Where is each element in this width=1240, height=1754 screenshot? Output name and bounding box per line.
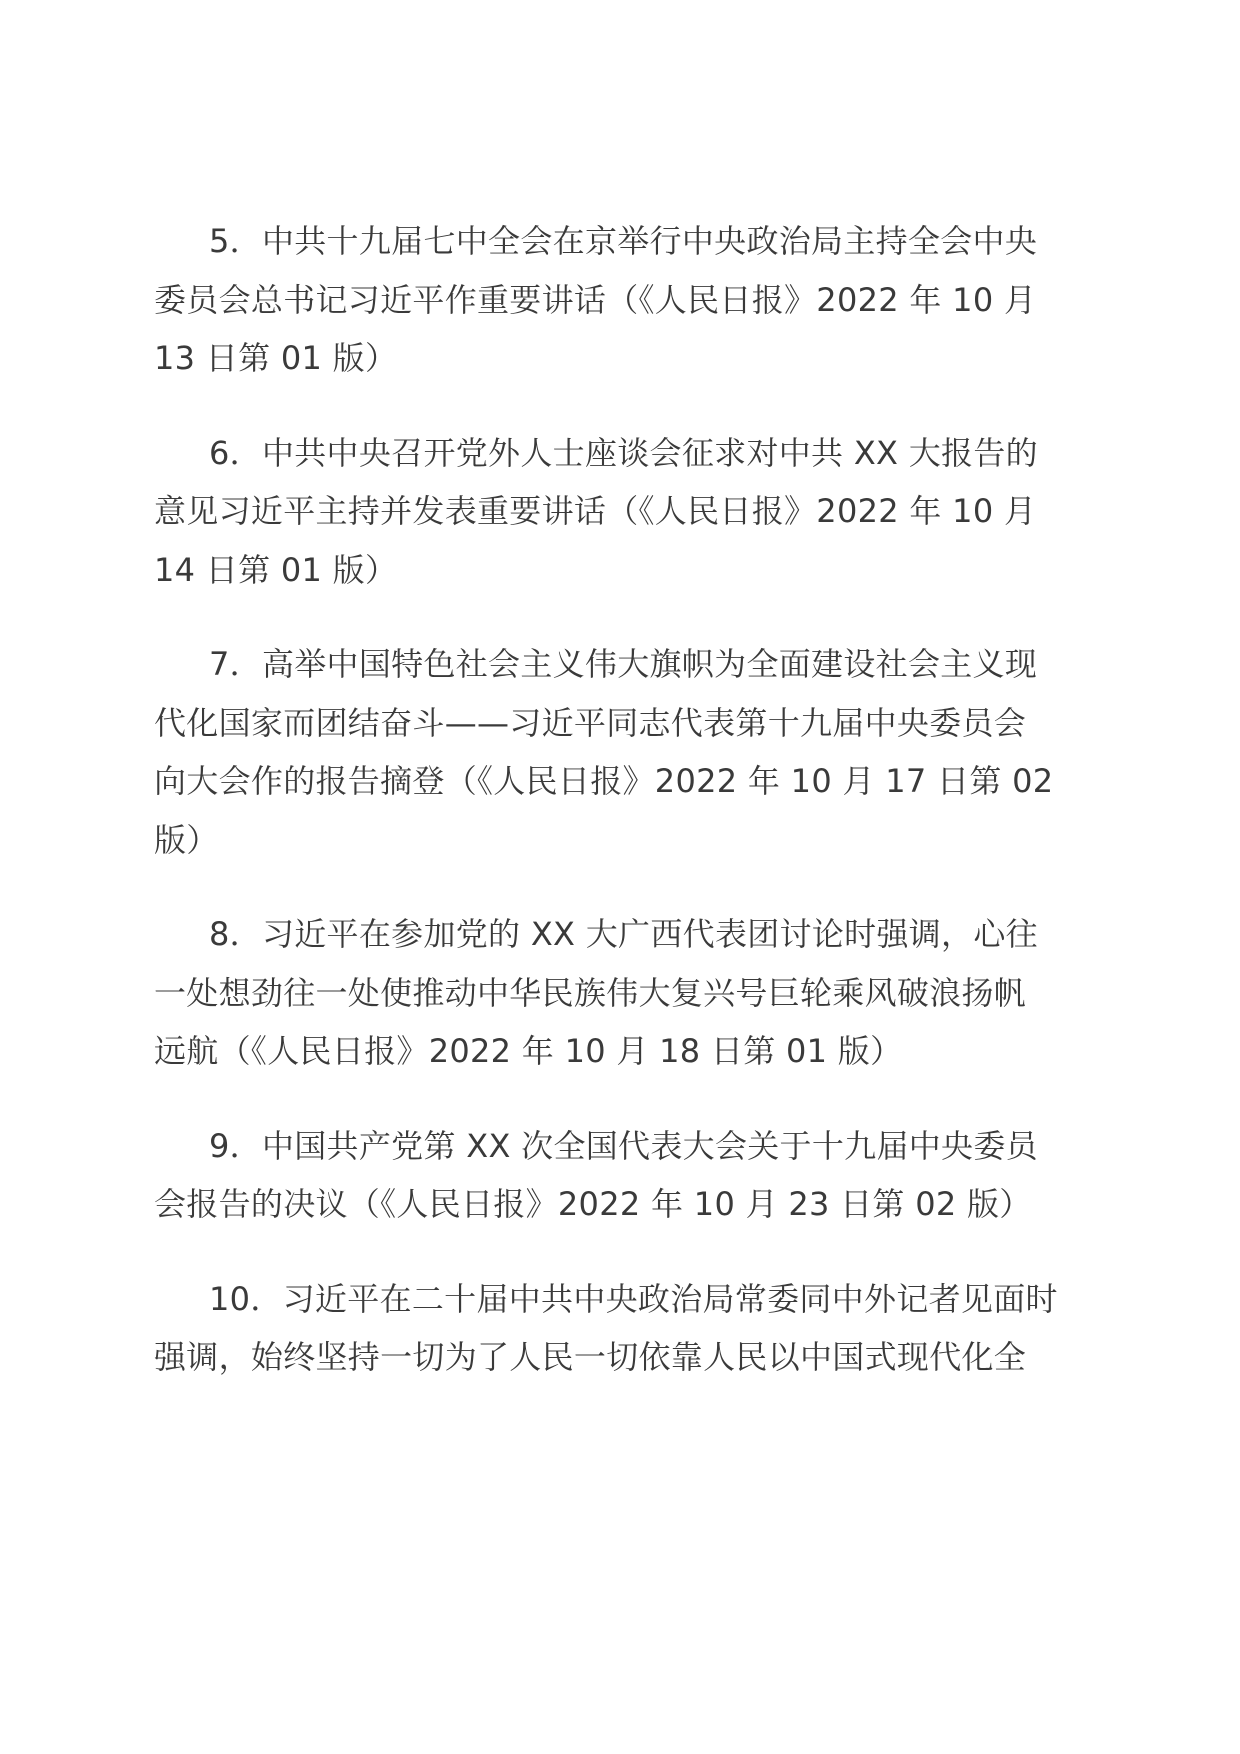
entry-line: 一处想劲往一处使推动中华民族伟大复兴号巨轮乘风破浪扬帆 — [154, 973, 1027, 1012]
entry-line: 意见习近平主持并发表重要讲话（《人民日报》2022 年 10 月 — [154, 492, 1037, 530]
entry-line: 6．中共中央召开党外人士座谈会征求对中共 XX 大报告的 — [209, 433, 1038, 472]
list-item-8 — [154, 905, 1086, 1081]
entry-line: 会报告的决议（《人民日报》2022 年 10 月 23 日第 02 版） — [154, 1185, 1032, 1223]
document-body — [154, 212, 1086, 1423]
entry-line: 向大会作的报告摘登（《人民日报》2022 年 10 月 17 日第 02 — [154, 762, 1054, 800]
list-item-7 — [154, 635, 1086, 869]
entry-line: 7．高举中国特色社会主义伟大旗帜为全面建设社会主义现 — [209, 645, 1038, 683]
entry-line: 委员会总书记习近平作重要讲话（《人民日报》2022 年 10 月 — [154, 280, 1037, 319]
entry-line: 强调，始终坚持一切为了人民一切依靠人民以中国式现代化全 — [154, 1338, 1027, 1376]
list-item-9 — [154, 1117, 1086, 1234]
list-item-5 — [154, 212, 1086, 388]
list-item-6 — [154, 424, 1086, 600]
entry-line: 代化国家而团结奋斗——习近平同志代表第十九届中央委员会 — [154, 703, 1027, 742]
entry-line: 13 日第 01 版） — [154, 339, 398, 377]
entry-line: 14 日第 01 版） — [154, 550, 398, 589]
list-item-10 — [154, 1270, 1086, 1387]
entry-line: 远航（《人民日报》2022 年 10 月 18 日第 01 版） — [154, 1032, 903, 1070]
entry-line: 8．习近平在参加党的 XX 大广西代表团讨论时强调，心往 — [209, 915, 1038, 953]
entry-line: 版） — [154, 820, 219, 859]
entry-line: 5．中共十九届七中全会在京举行中央政治局主持全会中央 — [209, 222, 1038, 260]
entry-line: 10．习近平在二十届中共中央政治局常委同中外记者见面时 — [209, 1279, 1058, 1318]
entry-line: 9．中国共产党第 XX 次全国代表大会关于十九届中央委员 — [209, 1126, 1038, 1165]
